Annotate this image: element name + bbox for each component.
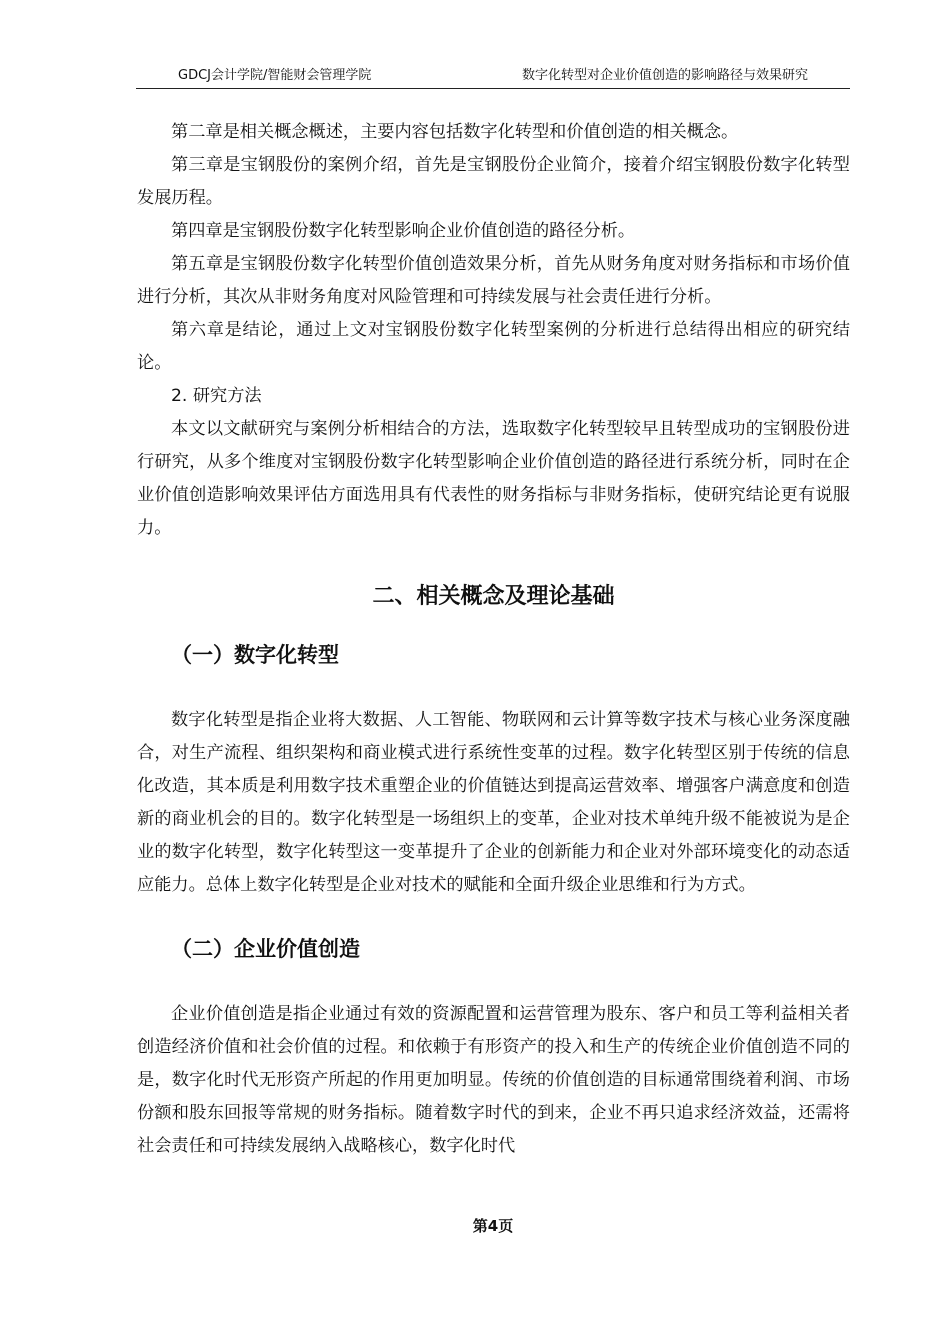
section-title-digital-transformation: （一）数字化转型 — [171, 643, 339, 667]
page-header — [136, 66, 850, 89]
section-title-value-creation: （二）企业价值创造 — [171, 937, 360, 961]
research-method-heading: 2. 研究方法 — [171, 386, 262, 406]
header-left-text: GDCJ会计学院/智能财会管理学院 — [178, 68, 372, 83]
chapter-title: 二、相关概念及理论基础 — [372, 584, 615, 609]
page-content — [137, 116, 850, 1163]
structure-paragraph-ch6: 第六章是结论，通过上文对宝钢股份数字化转型案例的分析进行总结得出相应的研究结论。 — [137, 320, 850, 373]
structure-paragraph-ch3: 第三章是宝钢股份的案例介绍，首先是宝钢股份企业简介，接着介绍宝钢股份数字化转型发展历程。 — [137, 155, 850, 208]
value-creation-paragraph: 企业价值创造是指企业通过有效的资源配置和运营管理为股东、客户和员工等利益相关者创造经济价值和社会价值的过程。和依赖于有形资产的投入和生产的传统企业价值创造不同的是，数字化时代无形资产所起的作用更加明显。传统的价值创造的目标通常围绕着利润、市场份额和股东回报等常规的财务指标。随着数字时代的到来，企业不再只追求经济效益，还需将社会责任和可持续发展纳入战略核心，数字化时代 — [137, 1004, 850, 1156]
digital-transformation-paragraph: 数字化转型是指企业将大数据、人工智能、物联网和云计算等数字技术与核心业务深度融合，对生产流程、组织架构和商业模式进行系统性变革的过程。数字化转型区别于传统的信息化改造，其本质是利用数字技术重塑企业的价值链达到提高运营效率、增强客户满意度和创造新的商业机会的目的。数字化转型是一场组织上的变革，企业对技术单纯升级不能被说为是企业的数字化转型，数字化转型这一变革提升了企业的创新能力和企业对外部环境变化的动态适应能力。总体上数字化转型是企业对技术的赋能和全面升级企业思维和行为方式。 — [137, 710, 850, 895]
research-method-paragraph: 本文以文献研究与案例分析相结合的方法，选取数字化转型较早且转型成功的宝钢股份进行研究，从多个维度对宝钢股份数字化转型影响企业价值创造的路径进行系统分析，同时在企业价值创造影响效果评估方面选用具有代表性的财务指标与非财务指标，使研究结论更有说服力。 — [137, 419, 850, 538]
structure-paragraph-ch4: 第四章是宝钢股份数字化转型影响企业价值创造的路径分析。 — [171, 221, 636, 241]
structure-paragraph-ch5: 第五章是宝钢股份数字化转型价值创造效果分析，首先从财务角度对财务指标和市场价值进行分析，其次从非财务角度对风险管理和可持续发展与社会责任进行分析。 — [137, 254, 850, 307]
header-right-text: 数字化转型对企业价值创造的影响路径与效果研究 — [521, 68, 808, 83]
structure-paragraph-ch2: 第二章是相关概念概述，主要内容包括数字化转型和价值创造的相关概念。 — [171, 122, 739, 142]
page-number: 第4页 — [472, 1217, 514, 1235]
